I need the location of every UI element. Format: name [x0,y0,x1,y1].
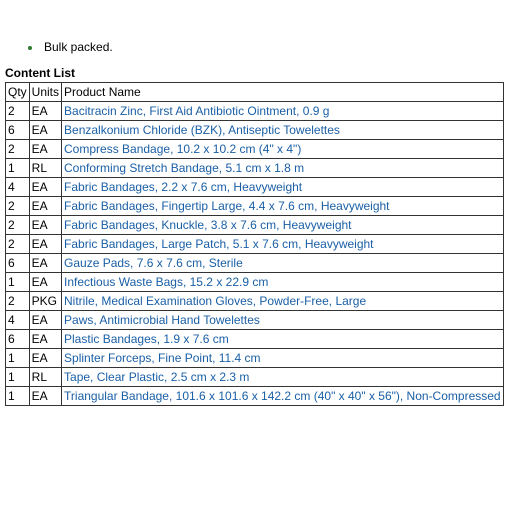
units-cell: EA [29,311,61,330]
units-cell: RL [29,368,61,387]
table-row [6,178,504,197]
section-title: Content List [5,66,75,80]
qty-cell: 1 [6,387,30,406]
table-row [6,387,504,406]
units-cell: PKG [29,292,61,311]
units-cell: EA [29,197,61,216]
table-row [6,159,504,178]
column-header-qty: Qty [6,83,30,102]
product-name-link[interactable]: Fabric Bandages, 2.2 x 7.6 cm, Heavyweight [62,178,504,197]
table-row [6,311,504,330]
table-row [6,349,504,368]
qty-cell: 2 [6,216,30,235]
table-row [6,273,504,292]
table-row [6,235,504,254]
qty-cell: 6 [6,254,30,273]
table-row [6,254,504,273]
product-name-link[interactable]: Fabric Bandages, Knuckle, 3.8 x 7.6 cm, Heavyweight [62,216,504,235]
partial-bullet-item [28,40,113,54]
table-body [6,102,504,406]
qty-cell: 6 [6,330,30,349]
units-cell: EA [29,273,61,292]
units-cell: EA [29,387,61,406]
column-header-units: Units [29,83,61,102]
qty-cell: 1 [6,159,30,178]
table-row [6,140,504,159]
table-header-row [6,83,504,102]
table-row [6,216,504,235]
product-name-link[interactable]: Fabric Bandages, Fingertip Large, 4.4 x 7.6 cm, Heavyweight [62,197,504,216]
units-cell: EA [29,102,61,121]
units-cell: EA [29,140,61,159]
units-cell: EA [29,235,61,254]
product-name-link[interactable]: Tape, Clear Plastic, 2.5 cm x 2.3 m [62,368,504,387]
qty-cell: 2 [6,235,30,254]
product-name-link[interactable]: Plastic Bandages, 1.9 x 7.6 cm [62,330,504,349]
content-list-table [5,82,504,406]
product-name-link[interactable]: Triangular Bandage, 101.6 x 101.6 x 142.2 cm (40" x 40" x 56"), Non-Compressed [62,387,504,406]
units-cell: EA [29,121,61,140]
table-row [6,121,504,140]
table-row [6,368,504,387]
product-name-link[interactable]: Fabric Bandages, Large Patch, 5.1 x 7.6 cm, Heavyweight [62,235,504,254]
product-name-link[interactable]: Paws, Antimicrobial Hand Towelettes [62,311,504,330]
product-name-link[interactable]: Benzalkonium Chloride (BZK), Antiseptic Towelettes [62,121,504,140]
qty-cell: 2 [6,102,30,121]
table-row [6,330,504,349]
qty-cell: 1 [6,368,30,387]
units-cell: EA [29,330,61,349]
product-name-link[interactable]: Compress Bandage, 10.2 x 10.2 cm (4" x 4") [62,140,504,159]
product-name-link[interactable]: Infectious Waste Bags, 15.2 x 22.9 cm [62,273,504,292]
units-cell: RL [29,159,61,178]
partial-bullet-text: Bulk packed. [44,40,113,54]
units-cell: EA [29,216,61,235]
bullet-icon [28,46,32,50]
product-name-link[interactable]: Nitrile, Medical Examination Gloves, Powder-Free, Large [62,292,504,311]
qty-cell: 2 [6,140,30,159]
qty-cell: 6 [6,121,30,140]
qty-cell: 2 [6,197,30,216]
product-name-link[interactable]: Splinter Forceps, Fine Point, 11.4 cm [62,349,504,368]
column-header-product-name: Product Name [62,83,504,102]
units-cell: EA [29,254,61,273]
table-row [6,197,504,216]
qty-cell: 2 [6,292,30,311]
qty-cell: 1 [6,349,30,368]
table-row [6,102,504,121]
product-name-link[interactable]: Gauze Pads, 7.6 x 7.6 cm, Sterile [62,254,504,273]
units-cell: EA [29,178,61,197]
table-row [6,292,504,311]
qty-cell: 4 [6,178,30,197]
product-name-link[interactable]: Bacitracin Zinc, First Aid Antibiotic Ointment, 0.9 g [62,102,504,121]
qty-cell: 4 [6,311,30,330]
units-cell: EA [29,349,61,368]
product-name-link[interactable]: Conforming Stretch Bandage, 5.1 cm x 1.8 m [62,159,504,178]
qty-cell: 1 [6,273,30,292]
